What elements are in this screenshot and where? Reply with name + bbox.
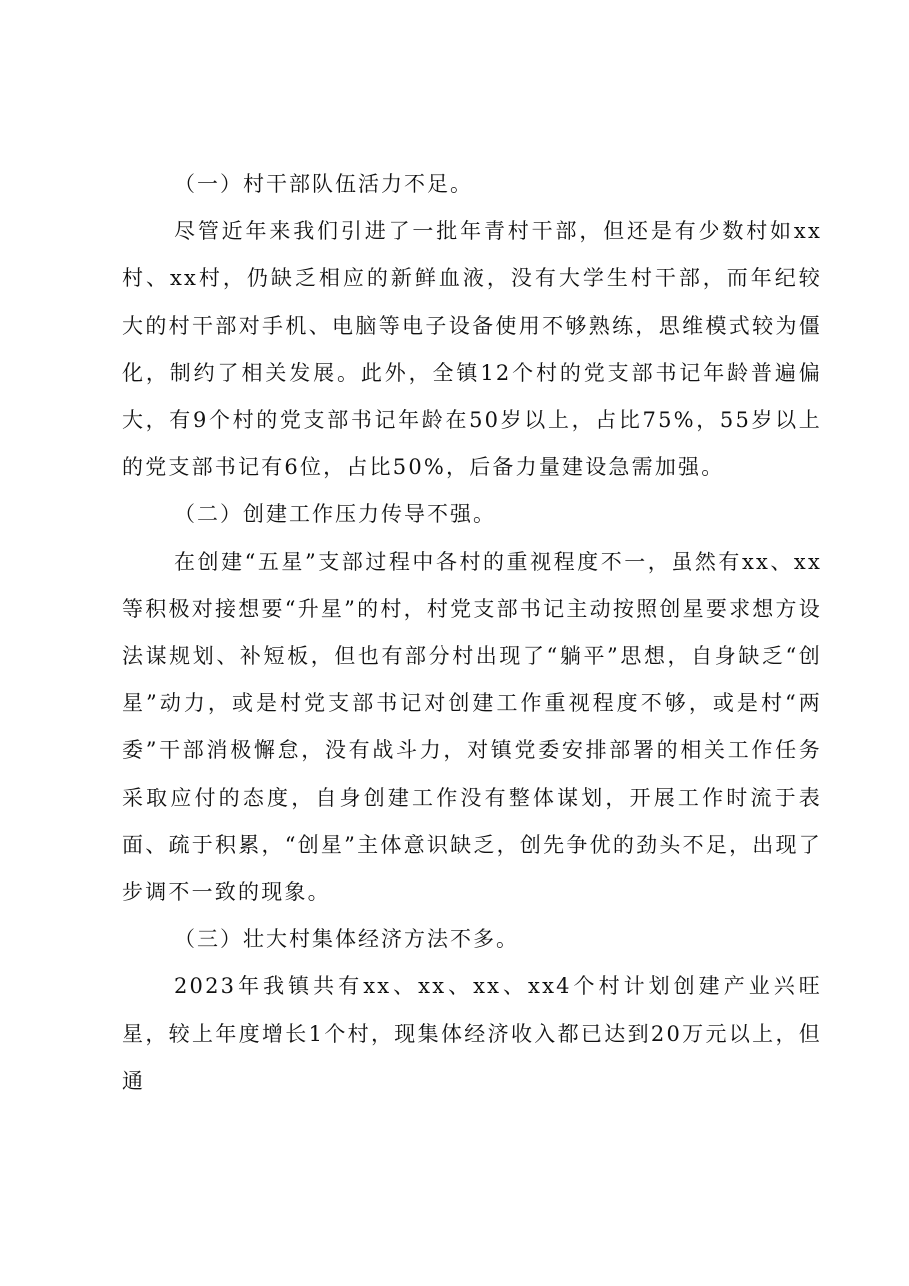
section-3-heading: （三）壮大村集体经济方法不多。 — [174, 927, 519, 952]
document-body — [122, 161, 822, 1105]
section-2-paragraph: 在创建“五星”支部过程中各村的重视程度不一，虽然有xx、xx等积极对接想要“升星”的村，村党支部书记主动按照创星要求想方设法谋规划、补短板，但也有部分村出现了“躺平”思想，自身缺乏“创星”动力，或是村党支部书记对创建工作重视程度不够，或是村“两委”干部消极懈怠，没有战斗力，对镇党委安排部署的相关工作任务采取应付的态度，自身创建工作没有整体谋划，开展工作时流于表面、疏于积累，“创星”主体意识缺乏，创先争优的劲头不足，出现了步调不一致的现象。 — [122, 549, 822, 905]
section-1-paragraph: 尽管近年来我们引进了一批年青村干部，但还是有少数村如xx村、xx村，仍缺乏相应的新鲜血液，没有大学生村干部，而年纪较大的村干部对手机、电脑等电子设备使用不够熟练，思维模式较为僵化，制约了相关发展。此外，全镇12个村的党支部书记年龄普遍偏大，有9个村的党支部书记年龄在50岁以上，占比75%，55岁以上的党支部书记有6位，占比50%，后备力量建设急需加强。 — [122, 219, 822, 480]
section-1-heading: （一）村干部队伍活力不足。 — [174, 172, 473, 196]
section-2-heading: （二）创建工作压力传导不强。 — [174, 502, 496, 527]
section-3-paragraph: 2023年我镇共有xx、xx、xx、xx4个村计划创建产业兴旺星，较上年度增长1个村，现集体经济收入都已达到20万元以上，但通 — [122, 974, 822, 1093]
